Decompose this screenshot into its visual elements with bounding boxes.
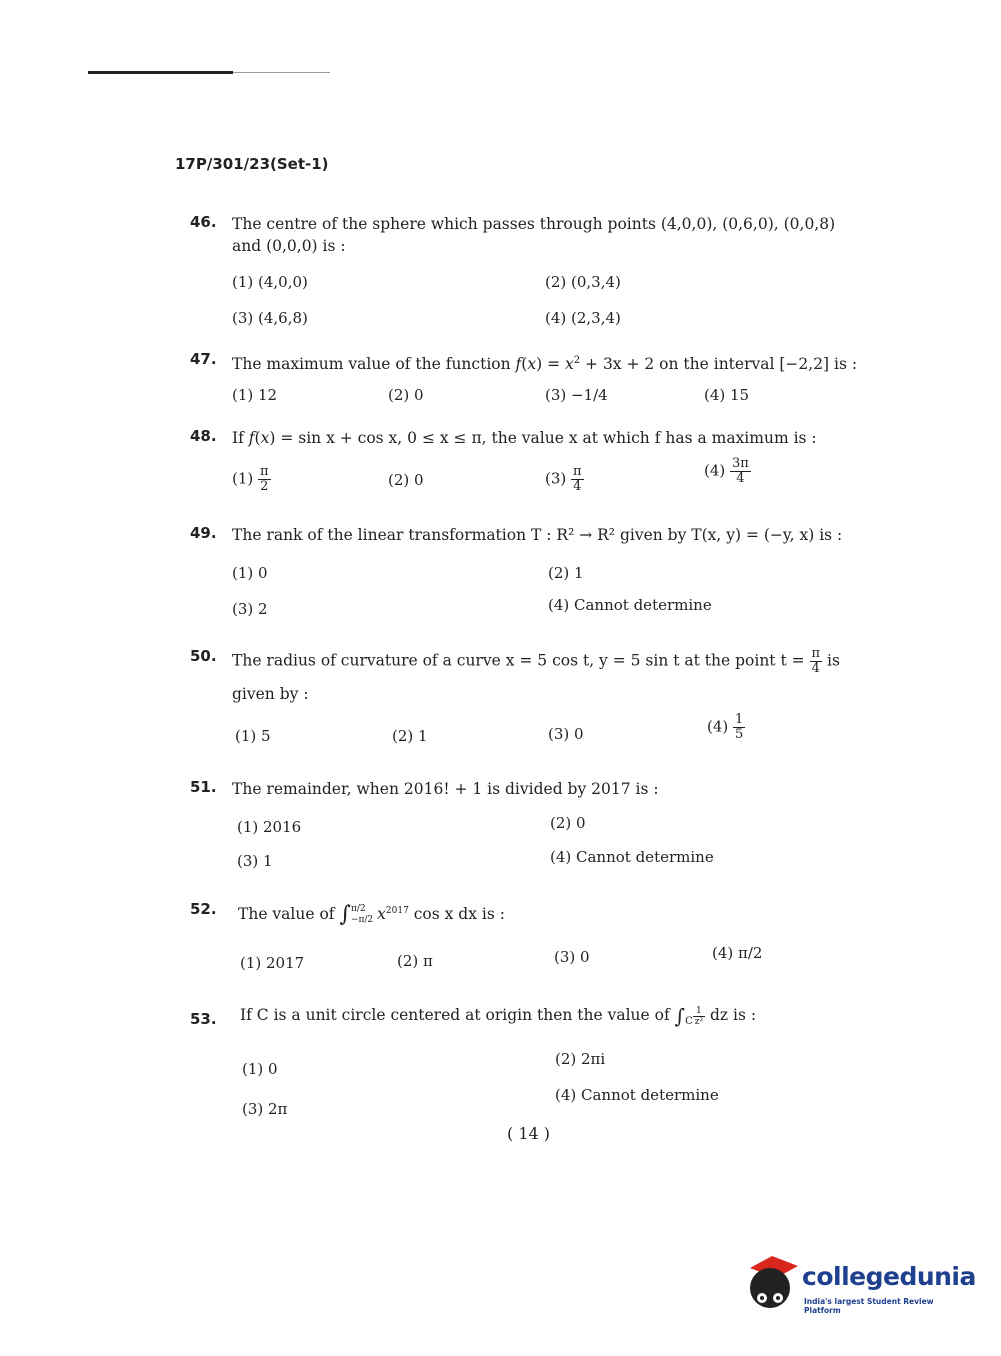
question-text: The remainder, when 2016! + 1 is divided by 2017 is :	[232, 780, 659, 798]
option-3: (3) −1/4	[545, 386, 608, 404]
option-3: (3) 0	[548, 725, 584, 743]
question-text: If C is a unit circle centered at origin then the value of $\int_C$ $\frac{1}{\text{z²}}$ dz is :	[240, 1004, 757, 1028]
integral-sign-icon: ∫	[339, 902, 351, 928]
question-text: The rank of the linear transformation T : R² → R² given by T(x, y) = (−y, x) is :	[232, 526, 843, 544]
option-3: (3) $\frac{\pi}{4}$	[545, 464, 582, 494]
page-number: ( 14 )	[507, 1124, 551, 1143]
question-number: 47.	[190, 350, 217, 368]
question-text-cont: given by :	[232, 685, 309, 703]
question-text: The centre of the sphere which passes through points (4,0,0), (0,6,0), (0,0,8) and (0,0,0) is :	[232, 215, 836, 255]
question-number: 46.	[190, 213, 217, 231]
option-4: (4) 15	[704, 386, 750, 404]
option-1: (1) 0	[232, 564, 268, 582]
option-1: (1) 2016	[237, 818, 302, 836]
question-text: If f(x) = sin x + cos x, 0 ≤ x ≤ π, the value x at which f has a maximum is :	[232, 429, 817, 447]
option-4: (4) $\frac{3\pi}{4}$	[704, 456, 749, 486]
option-4: (4) π/2	[712, 944, 763, 962]
mascot-icon	[742, 1250, 802, 1315]
option-1: (1) $\frac{\pi}{2}$	[232, 464, 269, 494]
option-3: (3) 1	[237, 852, 273, 870]
top-rule	[88, 71, 233, 74]
question-46	[190, 213, 860, 327]
brand-logo	[742, 1250, 976, 1320]
paper-code: 17P/301/23(Set-1)	[175, 155, 329, 173]
option-3: (3) 0	[554, 948, 590, 966]
option-1: (1) (4,0,0)	[232, 273, 308, 291]
option-2: (2) 1	[392, 727, 428, 745]
option-1: (1) 5	[235, 727, 271, 745]
question-text: The maximum value of the function $f(x) = x^2 + 3x + 2$ on the interval [−2,2] is :	[232, 355, 858, 374]
question-number: 49.	[190, 524, 217, 542]
option-4: (4) Cannot determine	[550, 848, 714, 866]
brand-tagline: India's largest Student Review Platform	[804, 1297, 934, 1315]
question-53	[190, 1002, 860, 1117]
option-2: (2) (0,3,4)	[545, 273, 621, 291]
option-4: (4) (2,3,4)	[545, 309, 621, 327]
option-2: (2) 1	[548, 564, 584, 582]
option-1: (1) 12	[232, 386, 278, 404]
top-rule-thin	[233, 72, 330, 73]
option-2: (2) 2πi	[555, 1050, 606, 1068]
question-48	[190, 427, 860, 507]
option-4: (4) Cannot determine	[548, 596, 712, 614]
brand-name: collegedunia	[802, 1262, 976, 1291]
option-1: (1) 0	[242, 1060, 278, 1078]
option-3: (3) (4,6,8)	[232, 309, 308, 327]
question-number: 50.	[190, 647, 217, 665]
question-number: 51.	[190, 778, 217, 796]
option-2: (2) 0	[550, 814, 586, 832]
option-3: (3) 2π	[242, 1100, 288, 1118]
option-2: (2) 0	[388, 471, 424, 489]
question-text: The value of ∫ π/2 −π/2 $x^{2017}$ cos x dx is :	[238, 902, 505, 928]
question-number: 48.	[190, 427, 217, 445]
question-47	[190, 350, 860, 410]
question-text: The radius of curvature of a curve x = 5 cos t, y = 5 sin t at the point t = $\frac{\pi}{4}$ is	[232, 646, 840, 676]
option-2: (2) π	[397, 952, 433, 970]
question-number: 52.	[190, 900, 217, 918]
option-1: (1) 2017	[240, 954, 305, 972]
option-4: (4) $\frac{1}{5}$	[707, 712, 744, 742]
question-number: 53.	[190, 1010, 217, 1028]
question-51	[190, 778, 860, 878]
option-2: (2) 0	[388, 386, 424, 404]
contour-integral-icon: ∫	[674, 1004, 686, 1028]
question-50	[190, 647, 860, 757]
question-52	[190, 900, 860, 980]
question-49	[190, 524, 860, 624]
option-3: (3) 2	[232, 600, 268, 618]
option-4: (4) Cannot determine	[555, 1086, 719, 1104]
